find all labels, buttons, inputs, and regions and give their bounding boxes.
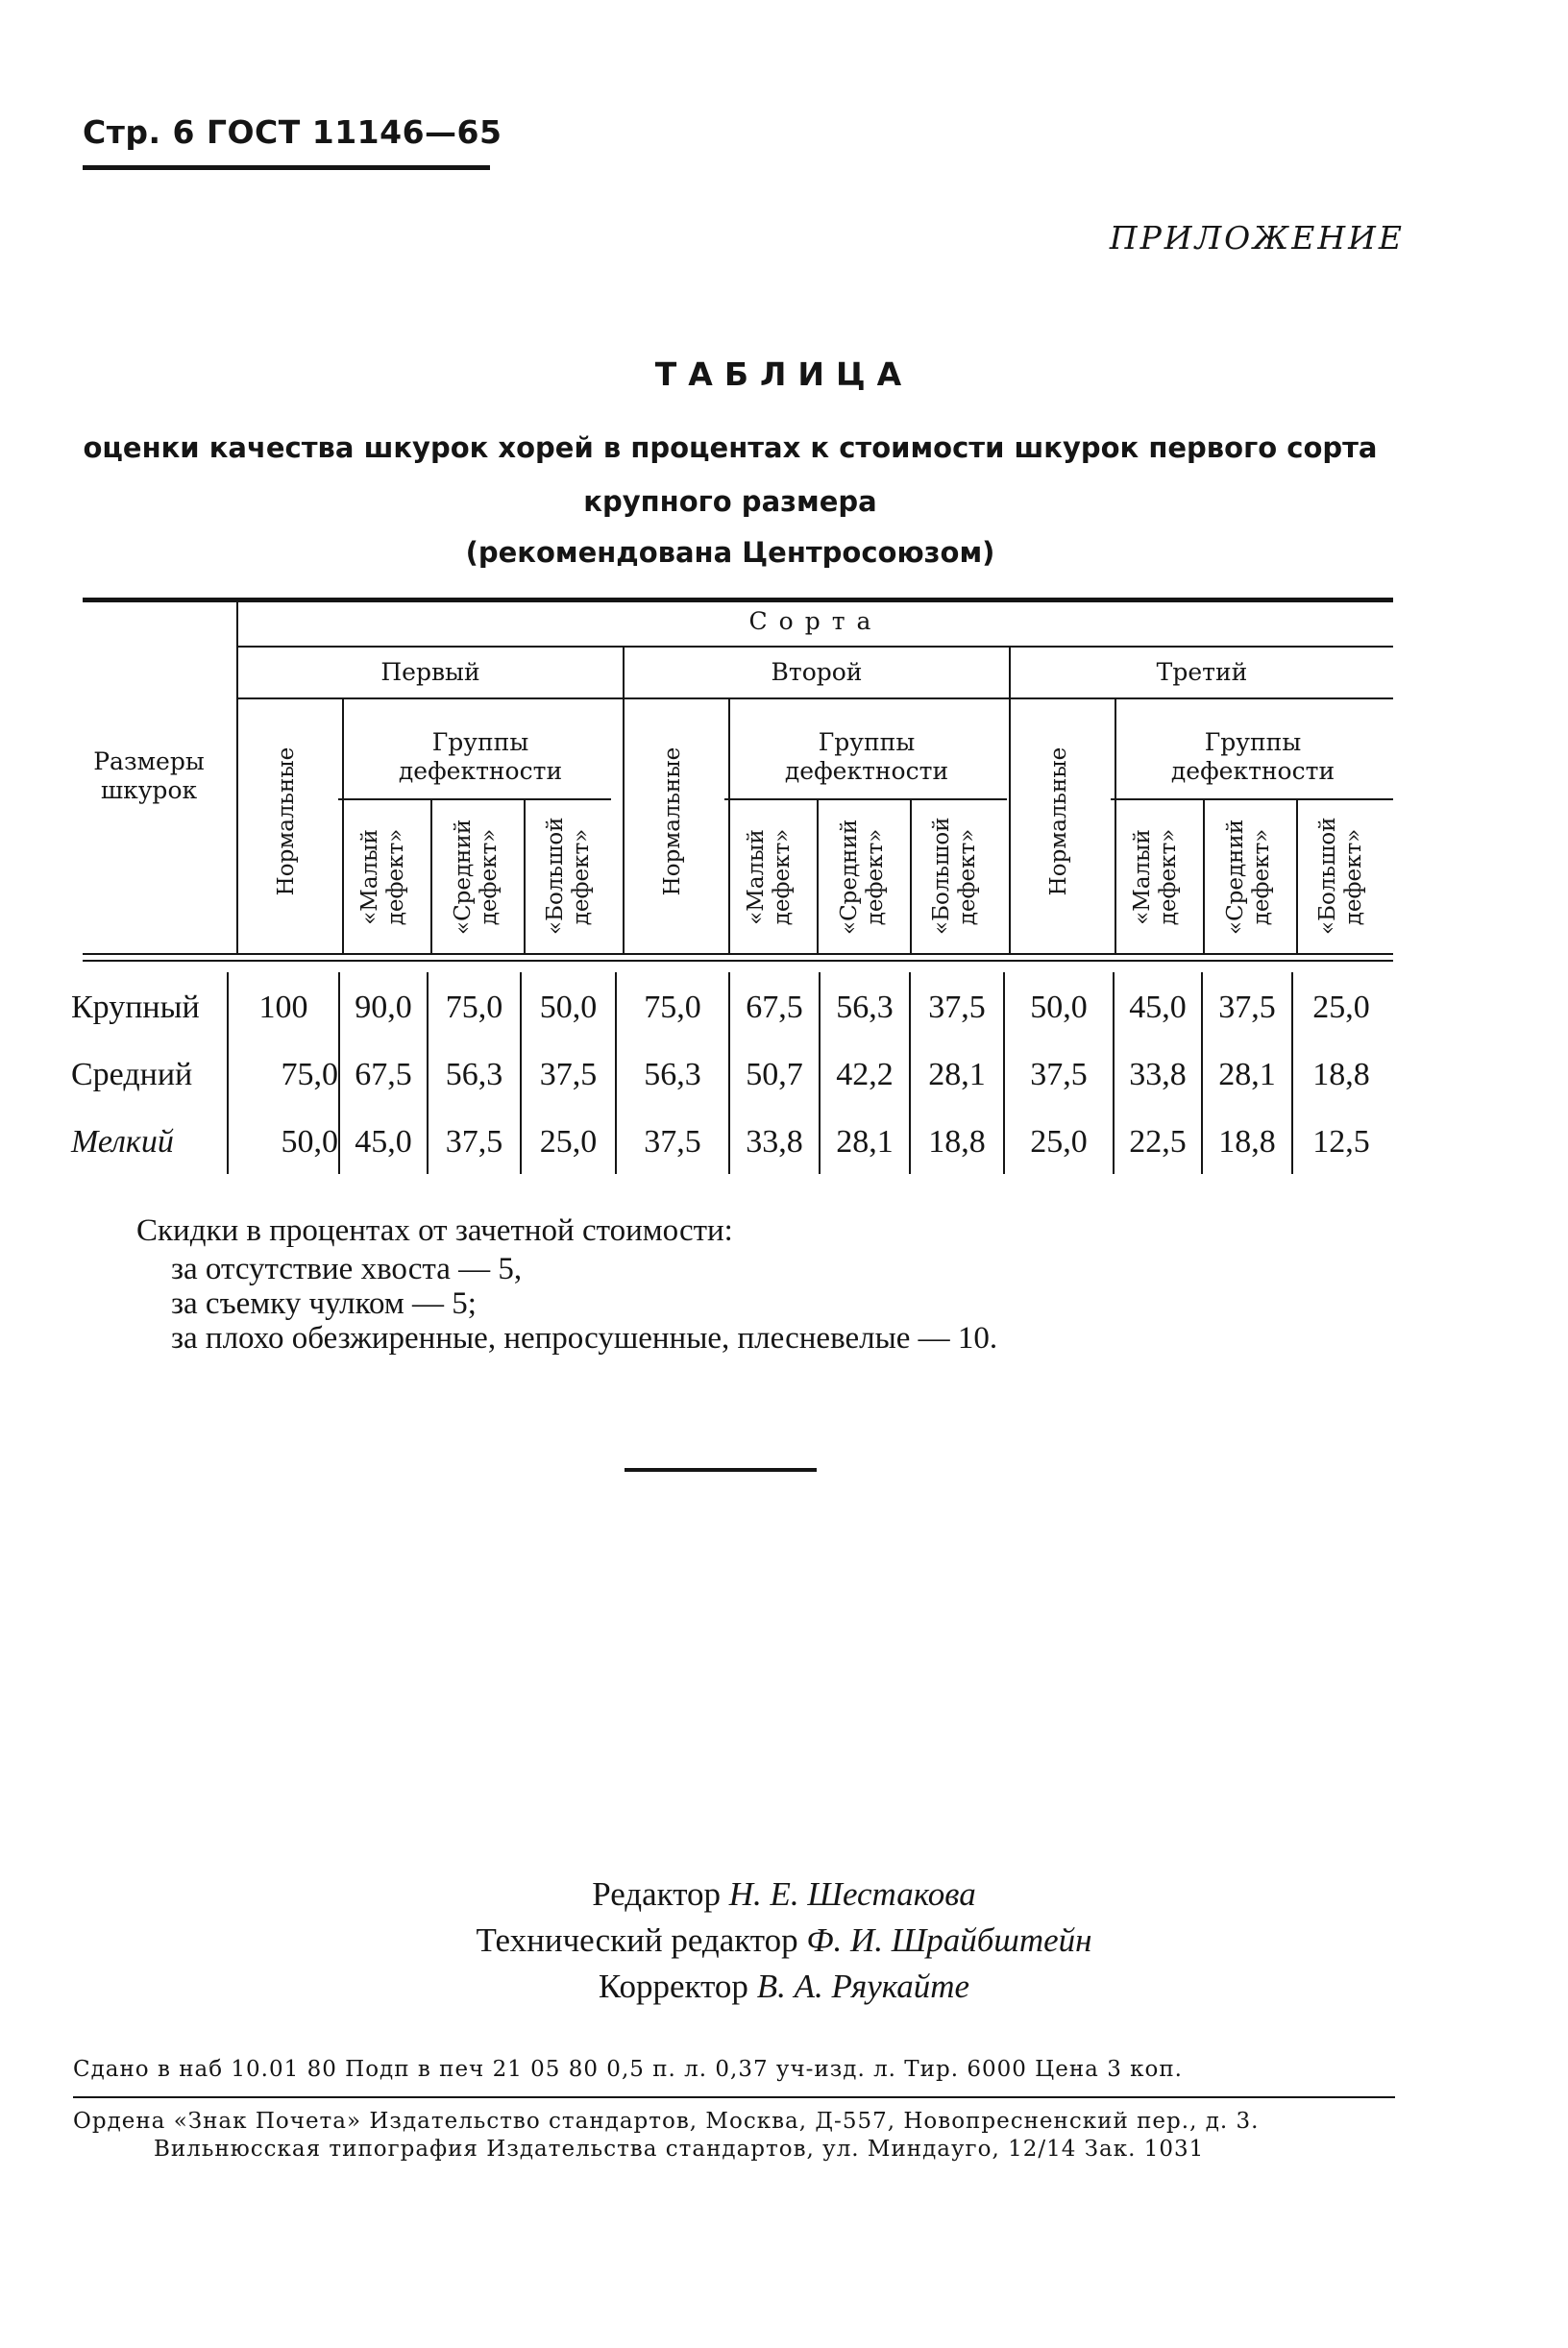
- row-label-small: Мелкий: [71, 1124, 174, 1160]
- tech-editor-line: [0, 1918, 1568, 1964]
- table-cell: 56,3: [644, 1057, 701, 1092]
- vline-header-grade3: [1009, 646, 1011, 953]
- normal-label-3: Нормальные: [1046, 746, 1071, 896]
- table-cell: 50,0: [1030, 990, 1088, 1025]
- vline-header-g2a: [817, 798, 819, 953]
- table-cell: 75,0: [445, 990, 503, 1025]
- imprint-line-3: Вильнюсская типография Издательства стандартов, ул. Миндауго, 12/14 Зак. 1031: [154, 2137, 1205, 2162]
- imprint-line-1: Сдано в наб 10.01 80 Подп в печ 21 05 80 0,5 п. л. 0,37 уч-изд. л. Тир. 6000 Цена 3 коп.: [73, 2057, 1183, 2082]
- imprint-line-2: Ордена «Знак Почета» Издательство стандартов, Москва, Д-557, Новопресненский пер., д. 3.: [73, 2109, 1260, 2134]
- table-cell: 56,3: [836, 990, 894, 1025]
- table-cell: 50,0: [539, 990, 598, 1025]
- editor-line: [0, 1871, 1568, 1918]
- table-cell: 18,8: [928, 1124, 986, 1160]
- discount-item: за отсутствие хвоста — 5,: [171, 1252, 523, 1286]
- table-cell: 50,0: [281, 1124, 338, 1160]
- table-cell: 75,0: [281, 1057, 338, 1092]
- defect-small-label-2: «Малый дефект»: [744, 828, 795, 926]
- discounts-heading: Скидки в процентах от зачетной стоимости:: [136, 1213, 733, 1248]
- table-cell: 45,0: [1129, 990, 1187, 1025]
- page-header: Стр. 6 ГОСТ 11146—65: [83, 113, 502, 151]
- normal-label-1: Нормальные: [274, 746, 299, 896]
- editor-label: Редактор: [592, 1875, 722, 1913]
- table-cell: 33,8: [1129, 1057, 1187, 1092]
- defect-medium-label-2: «Средний дефект»: [837, 819, 888, 935]
- defect-large-label-3: «Большой дефект»: [1315, 817, 1366, 935]
- defect-medium-label-3: «Средний дефект»: [1223, 819, 1274, 935]
- table-cell: 12,5: [1312, 1124, 1370, 1160]
- proofreader-line: [0, 1964, 1568, 2010]
- table-top-rule: [83, 598, 1393, 602]
- table-cell: 25,0: [539, 1124, 598, 1160]
- group-label-2: Группы дефектности: [784, 728, 949, 785]
- recommended-by: (рекомендована Центросоюзом): [465, 536, 995, 569]
- grade-label-1: Первый: [380, 658, 480, 686]
- table-cell: 28,1: [1218, 1057, 1276, 1092]
- col-header-sorts: Сорта: [748, 607, 883, 635]
- table-cell: 22,5: [1129, 1124, 1187, 1160]
- table-cell: 56,3: [445, 1057, 503, 1092]
- table-cell: 18,8: [1312, 1057, 1370, 1092]
- tech-editor-label: Технический редактор: [476, 1921, 798, 1959]
- subtitle-line-1: оценки качества шкурок хорей в процентах к стоимости шкурок первого сорта: [83, 431, 1378, 464]
- vline-header-g2: [728, 697, 730, 953]
- table-cell: 18,8: [1218, 1124, 1276, 1160]
- credits: [0, 1871, 1568, 2010]
- group-rule-2: [724, 798, 1007, 800]
- row-label-large: Крупный: [71, 990, 200, 1025]
- vline-header-g3: [1115, 697, 1116, 953]
- table-cell: 45,0: [355, 1124, 412, 1160]
- table-cell: 42,2: [836, 1057, 894, 1092]
- vline-header-g1b: [524, 798, 526, 953]
- table-cell: 75,0: [644, 990, 701, 1025]
- proofreader-name: В. А. Ряукайте: [756, 1968, 970, 2005]
- section-divider: [625, 1468, 817, 1472]
- table-cell: 67,5: [746, 990, 803, 1025]
- editor-name: Н. Е. Шестакова: [728, 1875, 976, 1913]
- table-cell: 37,5: [928, 990, 986, 1025]
- group-rule-1: [338, 798, 611, 800]
- table-cell: 67,5: [355, 1057, 412, 1092]
- discount-item: за плохо обезжиренные, непросушенные, плесневелые — 10.: [171, 1321, 998, 1356]
- table-cell: 100: [258, 990, 308, 1025]
- vline-header-g1: [342, 697, 344, 953]
- vline-header-g3b: [1296, 798, 1298, 953]
- table-cell: 28,1: [836, 1124, 894, 1160]
- table-subtitle: [58, 421, 1403, 528]
- grade-label-2: Второй: [771, 658, 863, 686]
- discount-item: за съемку чулком — 5;: [171, 1286, 477, 1321]
- subtitle-line-2: крупного размера: [583, 485, 877, 518]
- imprint-rule: [73, 2096, 1395, 2098]
- defect-small-label-1: «Малый дефект»: [357, 828, 408, 926]
- header-bottom-rule-a: [83, 953, 1393, 955]
- table-cell: 37,5: [1218, 990, 1276, 1025]
- defect-medium-label-1: «Средний дефект»: [451, 819, 502, 935]
- table-cell: 37,5: [445, 1124, 503, 1160]
- grade-label-3: Третий: [1156, 658, 1248, 686]
- table-cell: 90,0: [355, 990, 412, 1025]
- group-label-3: Группы дефектности: [1170, 728, 1335, 785]
- table-cell: 25,0: [1312, 990, 1370, 1025]
- defect-large-label-2: «Большой дефект»: [929, 817, 980, 935]
- table-cell: 50,7: [746, 1057, 803, 1092]
- group-label-1: Группы дефектности: [398, 728, 563, 785]
- col-header-sizes: Размеры шкурок: [93, 747, 205, 804]
- table-cell: 28,1: [928, 1057, 986, 1092]
- header-rule: [83, 165, 490, 170]
- table-cell: 33,8: [746, 1124, 803, 1160]
- group-rule-3: [1111, 798, 1393, 800]
- table-cell: 37,5: [1030, 1057, 1088, 1092]
- header-bottom-rule-b: [83, 960, 1393, 962]
- table-cell: 25,0: [1030, 1124, 1088, 1160]
- table-cell: 37,5: [539, 1057, 598, 1092]
- table-cell: 37,5: [644, 1124, 701, 1160]
- vline-header-grade2: [623, 646, 625, 953]
- row-label-medium: Средний: [71, 1057, 193, 1092]
- vline-header-g1a: [430, 798, 432, 953]
- normal-label-2: Нормальные: [660, 746, 685, 896]
- sorts-rule: [238, 646, 1393, 648]
- defect-large-label-1: «Большой дефект»: [543, 817, 594, 935]
- appendix-label: ПРИЛОЖЕНИЕ: [1109, 219, 1405, 257]
- vline-header-g3a: [1203, 798, 1205, 953]
- grades-rule: [238, 697, 1393, 699]
- defect-small-label-3: «Малый дефект»: [1130, 828, 1181, 926]
- table-title: ТАБЛИЦА: [654, 355, 914, 393]
- proofreader-label: Корректор: [598, 1968, 748, 2005]
- tech-editor-name: Ф. И. Шрайбштейн: [806, 1921, 1092, 1959]
- vline-header-g2b: [910, 798, 912, 953]
